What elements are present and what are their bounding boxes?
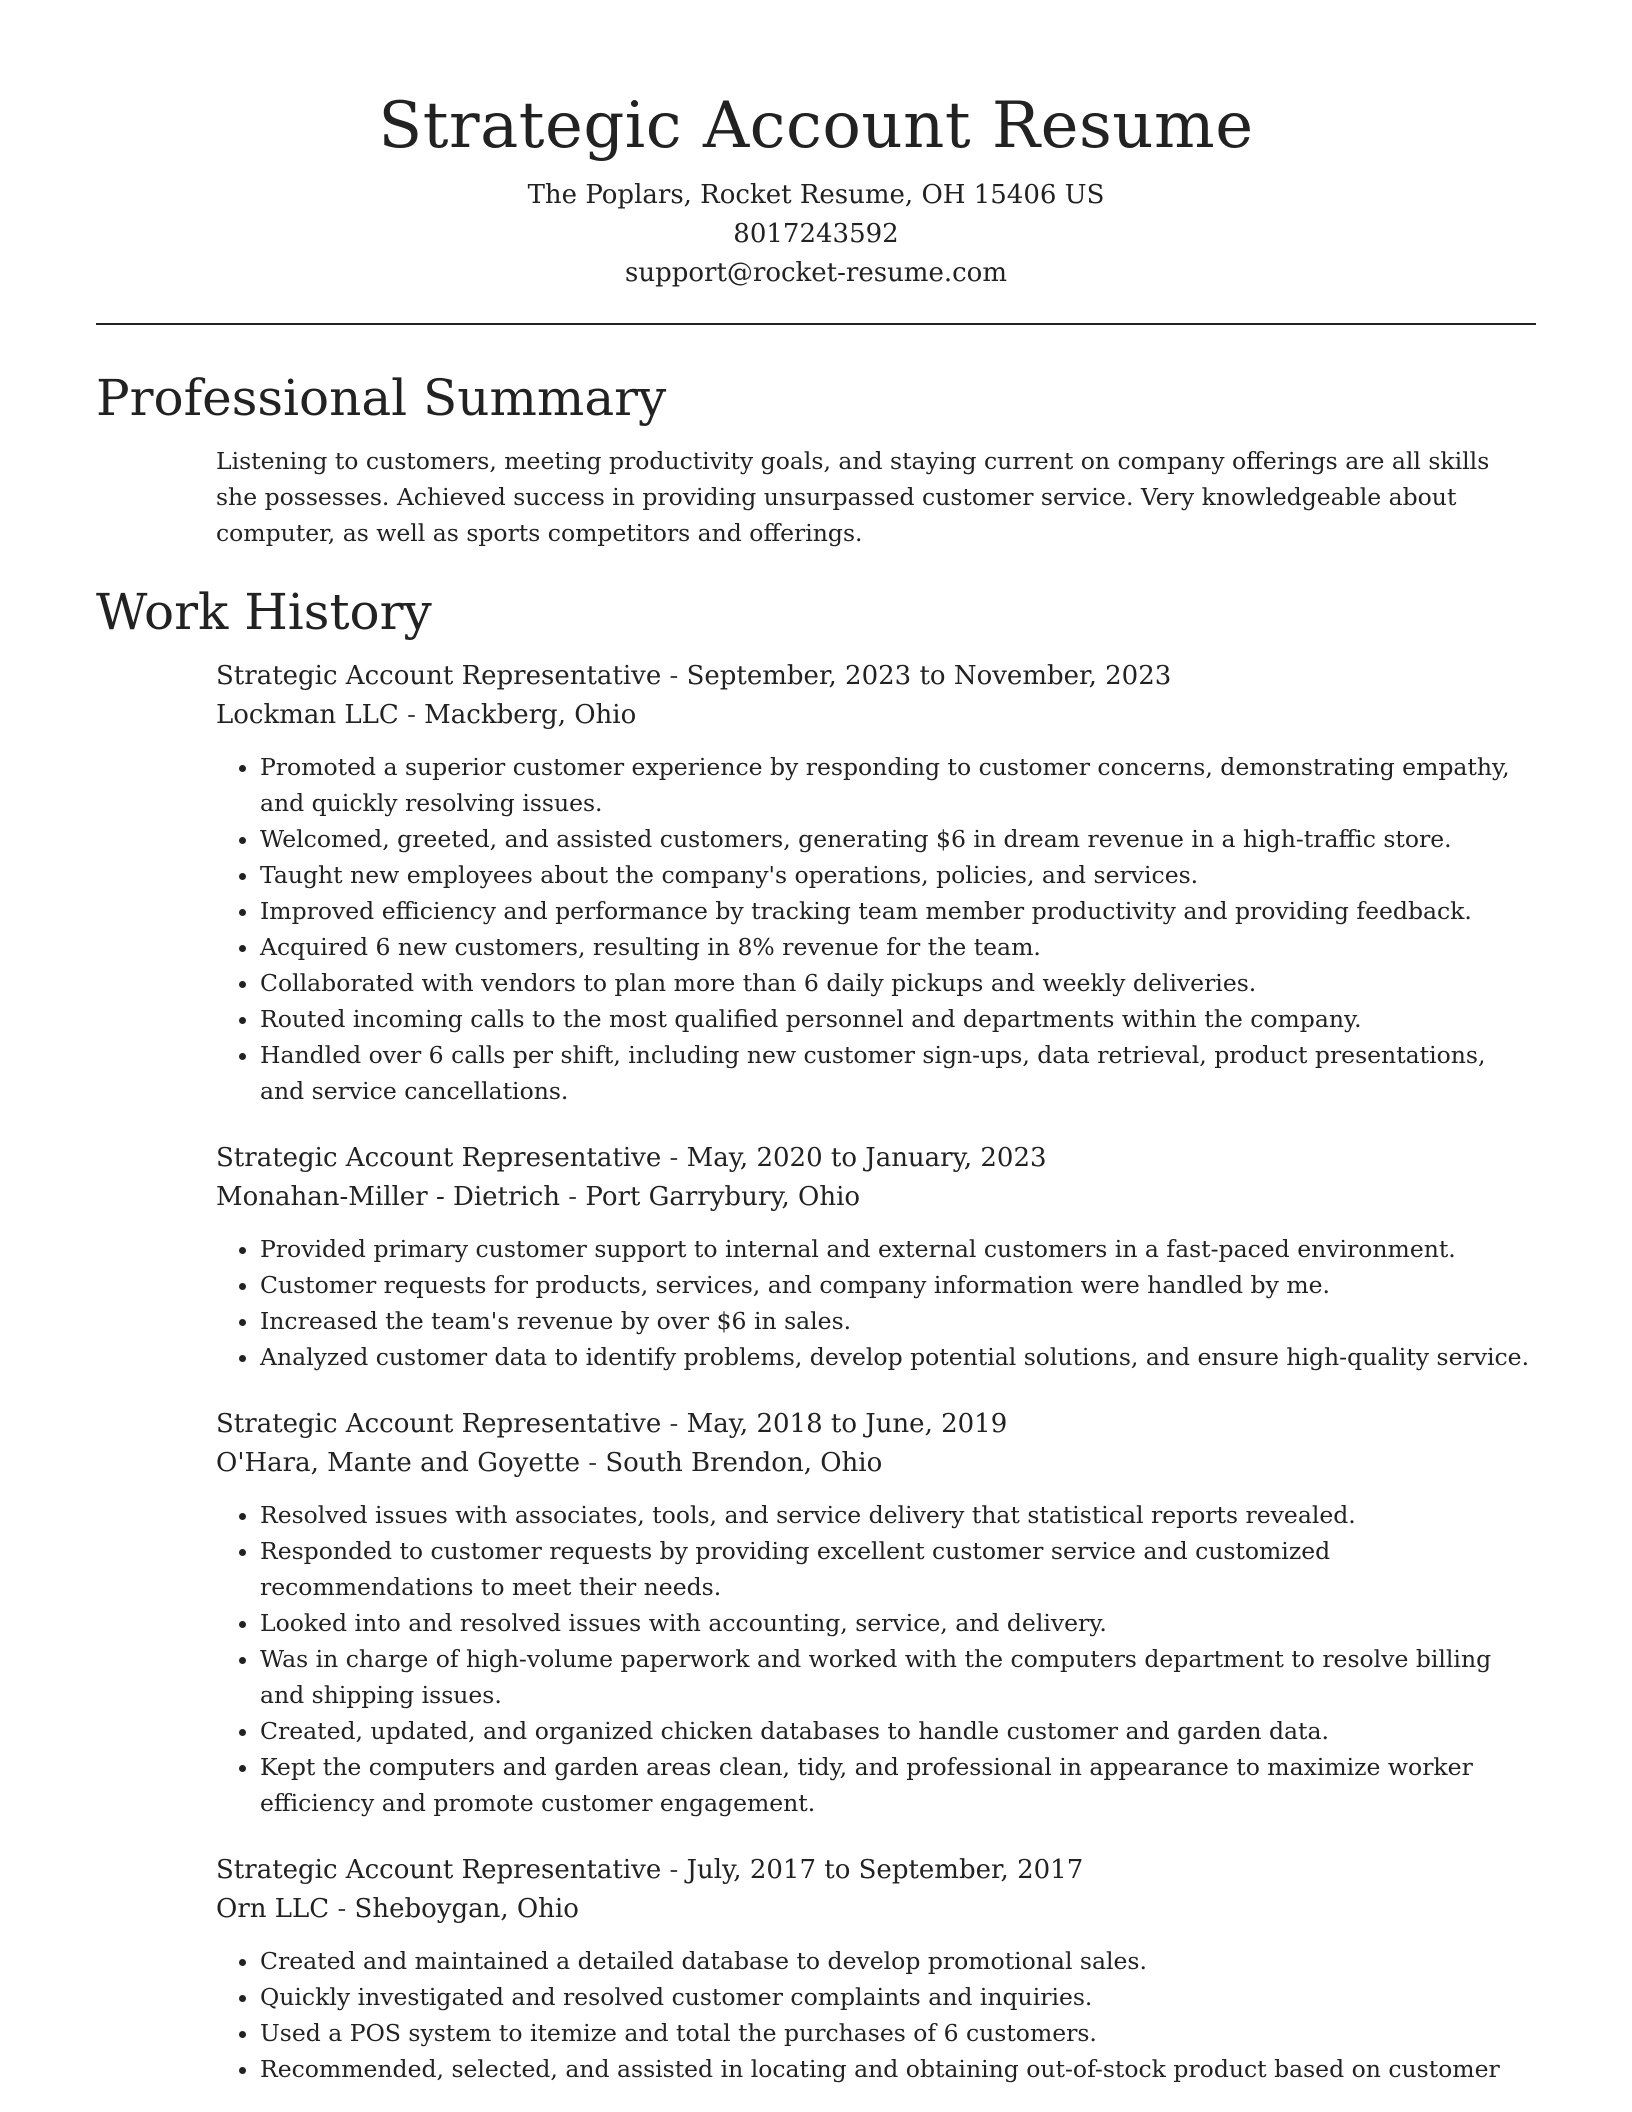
job-location: Mackberg, Ohio bbox=[424, 700, 637, 730]
job-bullet: • Analyzed customer data to identify problems, develop potential solutions, and ensure high-quality service. bbox=[260, 1339, 1536, 1375]
separator: - bbox=[329, 1894, 355, 1924]
job-bullets bbox=[216, 1943, 1536, 2087]
separator: - bbox=[661, 1409, 687, 1439]
job-title-line bbox=[216, 1139, 1536, 1178]
job-title-line bbox=[216, 1851, 1536, 1890]
job-title-line bbox=[216, 1405, 1536, 1444]
job-bullet: • Promoted a superior customer experience by responding to customer concerns, demonstrating empathy, and quickly resolving issues. bbox=[260, 749, 1536, 821]
job-entry bbox=[216, 1851, 1536, 2087]
job-company-line bbox=[216, 1890, 1536, 1929]
job-bullet: • Looked into and resolved issues with accounting, service, and delivery. bbox=[260, 1605, 1536, 1641]
job-company: Lockman LLC bbox=[216, 700, 399, 730]
job-entry bbox=[216, 657, 1536, 1109]
summary-heading: Professional Summary bbox=[96, 369, 667, 427]
job-location: Port Garrybury, Ohio bbox=[585, 1182, 861, 1212]
job-bullet: • Quickly investigated and resolved customer complaints and inquiries. bbox=[260, 1979, 1536, 2015]
job-title-line bbox=[216, 657, 1536, 696]
job-bullet: • Responded to customer requests by providing excellent customer service and customized recommendations to meet their needs. bbox=[260, 1533, 1536, 1605]
job-title: Strategic Account Representative bbox=[216, 1409, 662, 1439]
job-bullet: • Welcomed, greeted, and assisted customers, generating $6 in dream revenue in a high-traffic store. bbox=[260, 821, 1536, 857]
job-entry bbox=[216, 1405, 1536, 1821]
job-bullets bbox=[216, 1231, 1536, 1375]
job-company-line bbox=[216, 696, 1536, 735]
job-bullet: • Customer requests for products, services, and company information were handled by me. bbox=[260, 1267, 1536, 1303]
contact-address: The Poplars, Rocket Resume, OH 15406 US bbox=[527, 180, 1105, 210]
separator: - bbox=[580, 1448, 606, 1478]
job-company-line bbox=[216, 1444, 1536, 1483]
job-bullets bbox=[216, 1497, 1536, 1821]
job-dates: September, 2023 to November, 2023 bbox=[686, 661, 1172, 691]
job-company: O'Hara, Mante and Goyette bbox=[216, 1448, 580, 1478]
separator: - bbox=[661, 1855, 687, 1885]
job-bullet: • Recommended, selected, and assisted in locating and obtaining out-of-stock product based on customer bbox=[260, 2051, 1536, 2087]
separator: - bbox=[661, 661, 687, 691]
job-bullet: • Acquired 6 new customers, resulting in 8% revenue for the team. bbox=[260, 929, 1536, 965]
work-history-list bbox=[96, 657, 1536, 2087]
job-title: Strategic Account Representative bbox=[216, 1855, 662, 1885]
job-dates: May, 2020 to January, 2023 bbox=[686, 1143, 1047, 1173]
separator: - bbox=[560, 1182, 586, 1212]
job-bullet: • Routed incoming calls to the most qualified personnel and departments within the company. bbox=[260, 1001, 1536, 1037]
separator: - bbox=[661, 1143, 687, 1173]
job-company: Monahan-Miller - Dietrich bbox=[216, 1182, 561, 1212]
job-bullet: • Created and maintained a detailed database to develop promotional sales. bbox=[260, 1943, 1536, 1979]
job-entry bbox=[216, 1139, 1536, 1375]
job-bullet: • Used a POS system to itemize and total the purchases of 6 customers. bbox=[260, 2015, 1536, 2051]
job-bullet: • Collaborated with vendors to plan more than 6 daily pickups and weekly deliveries. bbox=[260, 965, 1536, 1001]
job-bullet: • Provided primary customer support to internal and external customers in a fast-paced environment. bbox=[260, 1231, 1536, 1267]
job-company: Orn LLC bbox=[216, 1894, 330, 1924]
job-location: Sheboygan, Ohio bbox=[354, 1894, 579, 1924]
job-company-line bbox=[216, 1178, 1536, 1217]
job-dates: May, 2018 to June, 2019 bbox=[686, 1409, 1008, 1439]
job-bullet: • Taught new employees about the company's operations, policies, and services. bbox=[260, 857, 1536, 893]
job-bullet: • Created, updated, and organized chicken databases to handle customer and garden data. bbox=[260, 1713, 1536, 1749]
header-divider bbox=[96, 323, 1536, 325]
resume-title: Strategic Account Resume bbox=[378, 89, 1254, 163]
contact-phone: 8017243592 bbox=[733, 219, 899, 249]
job-bullets bbox=[216, 749, 1536, 1109]
contact-block bbox=[96, 176, 1536, 293]
contact-email: support@rocket-resume.com bbox=[624, 258, 1007, 288]
job-bullet: • Handled over 6 calls per shift, including new customer sign-ups, data retrieval, product presentations, and service cancellations. bbox=[260, 1037, 1536, 1109]
job-bullet: • Increased the team's revenue by over $6 in sales. bbox=[260, 1303, 1536, 1339]
separator: - bbox=[398, 700, 425, 730]
job-title: Strategic Account Representative bbox=[216, 661, 662, 691]
job-title: Strategic Account Representative bbox=[216, 1143, 662, 1173]
job-location: South Brendon, Ohio bbox=[605, 1448, 883, 1478]
job-bullet: • Was in charge of high-volume paperwork and worked with the computers department to resolve billing and shipping issues. bbox=[260, 1641, 1536, 1713]
job-bullet: • Kept the computers and garden areas clean, tidy, and professional in appearance to maximize worker efficiency and promote customer engagement. bbox=[260, 1749, 1536, 1821]
job-bullet: • Resolved issues with associates, tools, and service delivery that statistical reports revealed. bbox=[260, 1497, 1536, 1533]
work-history-heading: Work History bbox=[96, 583, 432, 641]
summary-text: Listening to customers, meeting productivity goals, and staying current on company offerings are all skills she possesses. Achieved success in providing unsurpassed customer service. Very knowledgeable about computer, as well as sports competitors and offerings. bbox=[216, 447, 1490, 547]
job-bullet: • Improved efficiency and performance by tracking team member productivity and providing feedback. bbox=[260, 893, 1536, 929]
job-dates: July, 2017 to September, 2017 bbox=[686, 1855, 1084, 1885]
